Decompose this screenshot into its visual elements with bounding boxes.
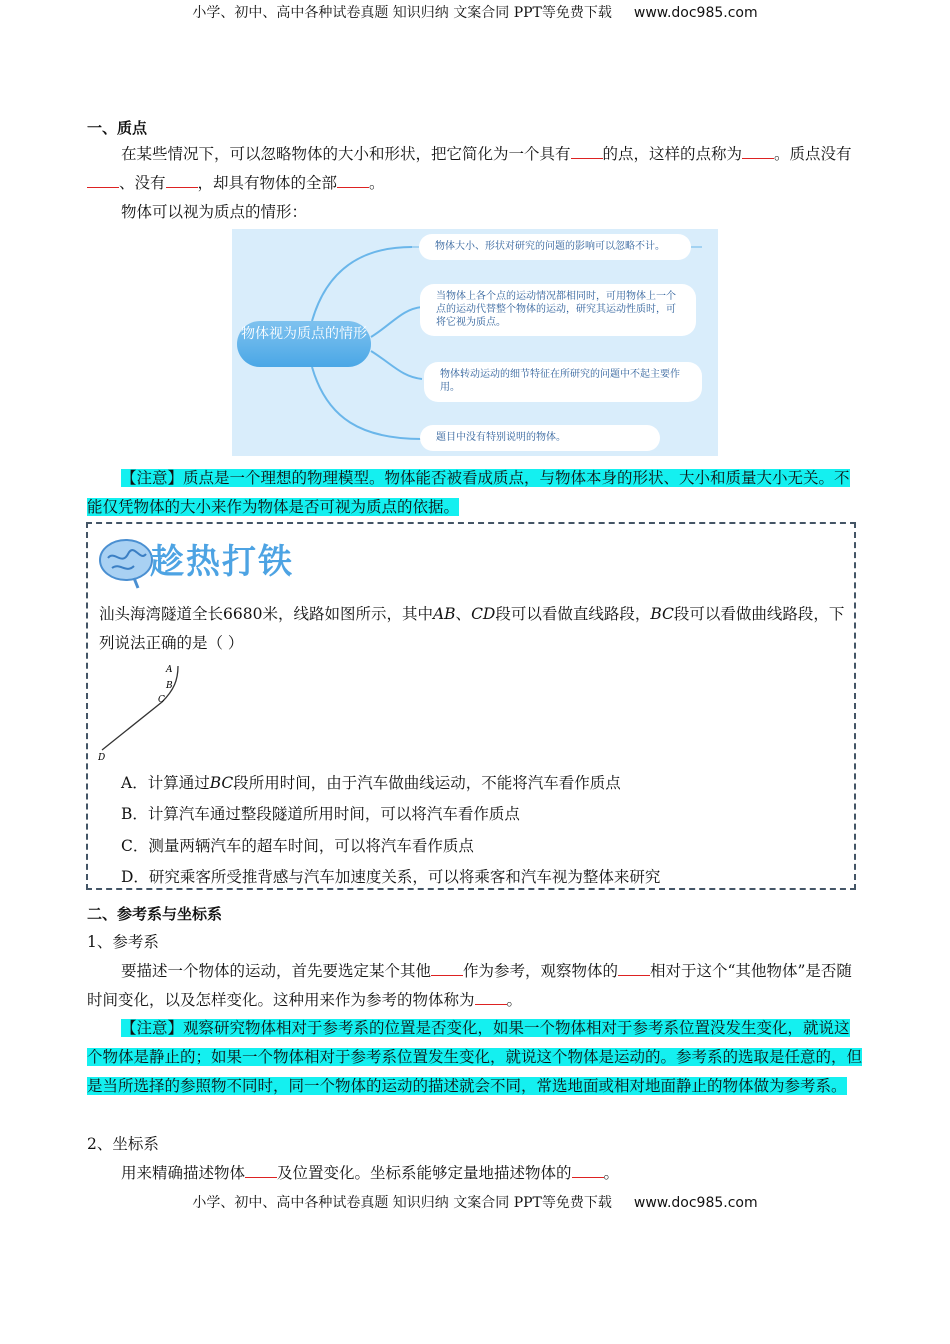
blank (431, 961, 463, 976)
label-b: B (166, 681, 173, 691)
blank (337, 173, 369, 188)
blank (572, 1163, 604, 1178)
mindmap-leaf-3: 物体转动运动的细节特征在所研究的问题中不起主要作用。 (424, 362, 702, 402)
section1-para2: 物体可以视为质点的情形： (121, 203, 308, 221)
exercise-box (86, 522, 856, 890)
brain-icon (96, 532, 156, 590)
footer-text: 小学、初中、高中各种试卷真题 知识归纳 文案合同 PPT等免费下载 (192, 1195, 612, 1211)
blank (87, 173, 119, 188)
section2-para2: 用来精确描述物体 及位置变化。坐标系能够定量地描述物体的 。 (121, 1164, 620, 1182)
section2-para1: 要描述一个物体的运动，首先要选定某个其他 作为参考，观察物体的 相对于这个“其他物体”是否随时间变化，以及怎样变化。这种用来作为参考的物体称为 。 (87, 962, 852, 1009)
section2-title: 二、参考系与坐标系 (87, 905, 223, 923)
mindmap-leaf-1: 物体大小、形状对研究的问题的影响可以忽略不计。 (419, 234, 691, 260)
option-d[interactable]: D．研究乘客所受推背感与汽车加速度关系，可以将乘客和汽车视为整体来研究 (121, 868, 661, 886)
option-c[interactable]: C．测量两辆汽车的超车时间，可以将汽车看作质点 (121, 837, 474, 855)
option-b[interactable]: B．计算汽车通过整段隧道所用时间，可以将汽车看作质点 (121, 805, 520, 823)
tunnel-route-diagram (98, 664, 198, 764)
section2-sub2: 2、坐标系 (87, 1135, 159, 1153)
header-text: 小学、初中、高中各种试卷真题 知识归纳 文案合同 PPT等免费下载 (192, 5, 612, 21)
page-header (0, 2, 950, 22)
section1-note: 【注意】质点是一个理想的物理模型。物体能否被看成质点，与物体本身的形状、大小和质量大小无关。不能仅凭物体的大小来作为物体是否可视为质点的依据。 (87, 469, 850, 516)
question-stem: 汕头海湾隧道全长6680米，线路如图所示，其中AB、CD段可以看做直线路段，BC段可以看做曲线路段，下列说法正确的是（ ） (99, 605, 845, 652)
section2-sub1: 1、参考系 (87, 933, 159, 951)
page-footer (0, 1192, 950, 1212)
blank (618, 961, 650, 976)
blank (475, 990, 507, 1005)
mindmap (232, 229, 718, 456)
mindmap-leaf-2: 当物体上各个点的运动情况都相同时，可用物体上一个点的运动代替整个物体的运动，研究其运动性质时，可将它视为质点。 (420, 284, 696, 336)
label-a: A (166, 665, 173, 675)
mindmap-leaf-4: 题目中没有特别说明的物体。 (420, 425, 660, 451)
section2-note: 【注意】观察研究物体相对于参考系的位置是否变化，如果一个物体相对于参考系位置没发生变化，就说这个物体是静止的；如果一个物体相对于参考系位置发生变化，就说这个物体是运动的。参考系的选取是任意的，但是当所选择的参照物不同时，同一个物体的运动的描述就会不同，常选地面或相对地面静止的物体做为参考系。 (87, 1019, 863, 1095)
label-c: C (158, 695, 165, 705)
section1-para1: 在某些情况下，可以忽略物体的大小和形状，把它简化为一个具有 的点，这样的点称为 。质点没有、没有 ，却具有物体的全部 。 (87, 140, 863, 198)
header-site[interactable]: www.doc985.com (633, 5, 758, 21)
label-d: D (98, 753, 106, 763)
footer-site[interactable]: www.doc985.com (633, 1195, 758, 1211)
blank (742, 144, 774, 159)
blank (245, 1163, 277, 1178)
blank (166, 173, 198, 188)
section1-title: 一、质点 (87, 119, 148, 137)
exercise-logo: 趁热打铁 (150, 542, 294, 582)
blank (571, 144, 603, 159)
option-a[interactable]: A．计算通过BC段所用时间，由于汽车做曲线运动，不能将汽车看作质点 (121, 774, 621, 792)
mindmap-center-node: 物体视为质点的情形 (237, 321, 371, 367)
